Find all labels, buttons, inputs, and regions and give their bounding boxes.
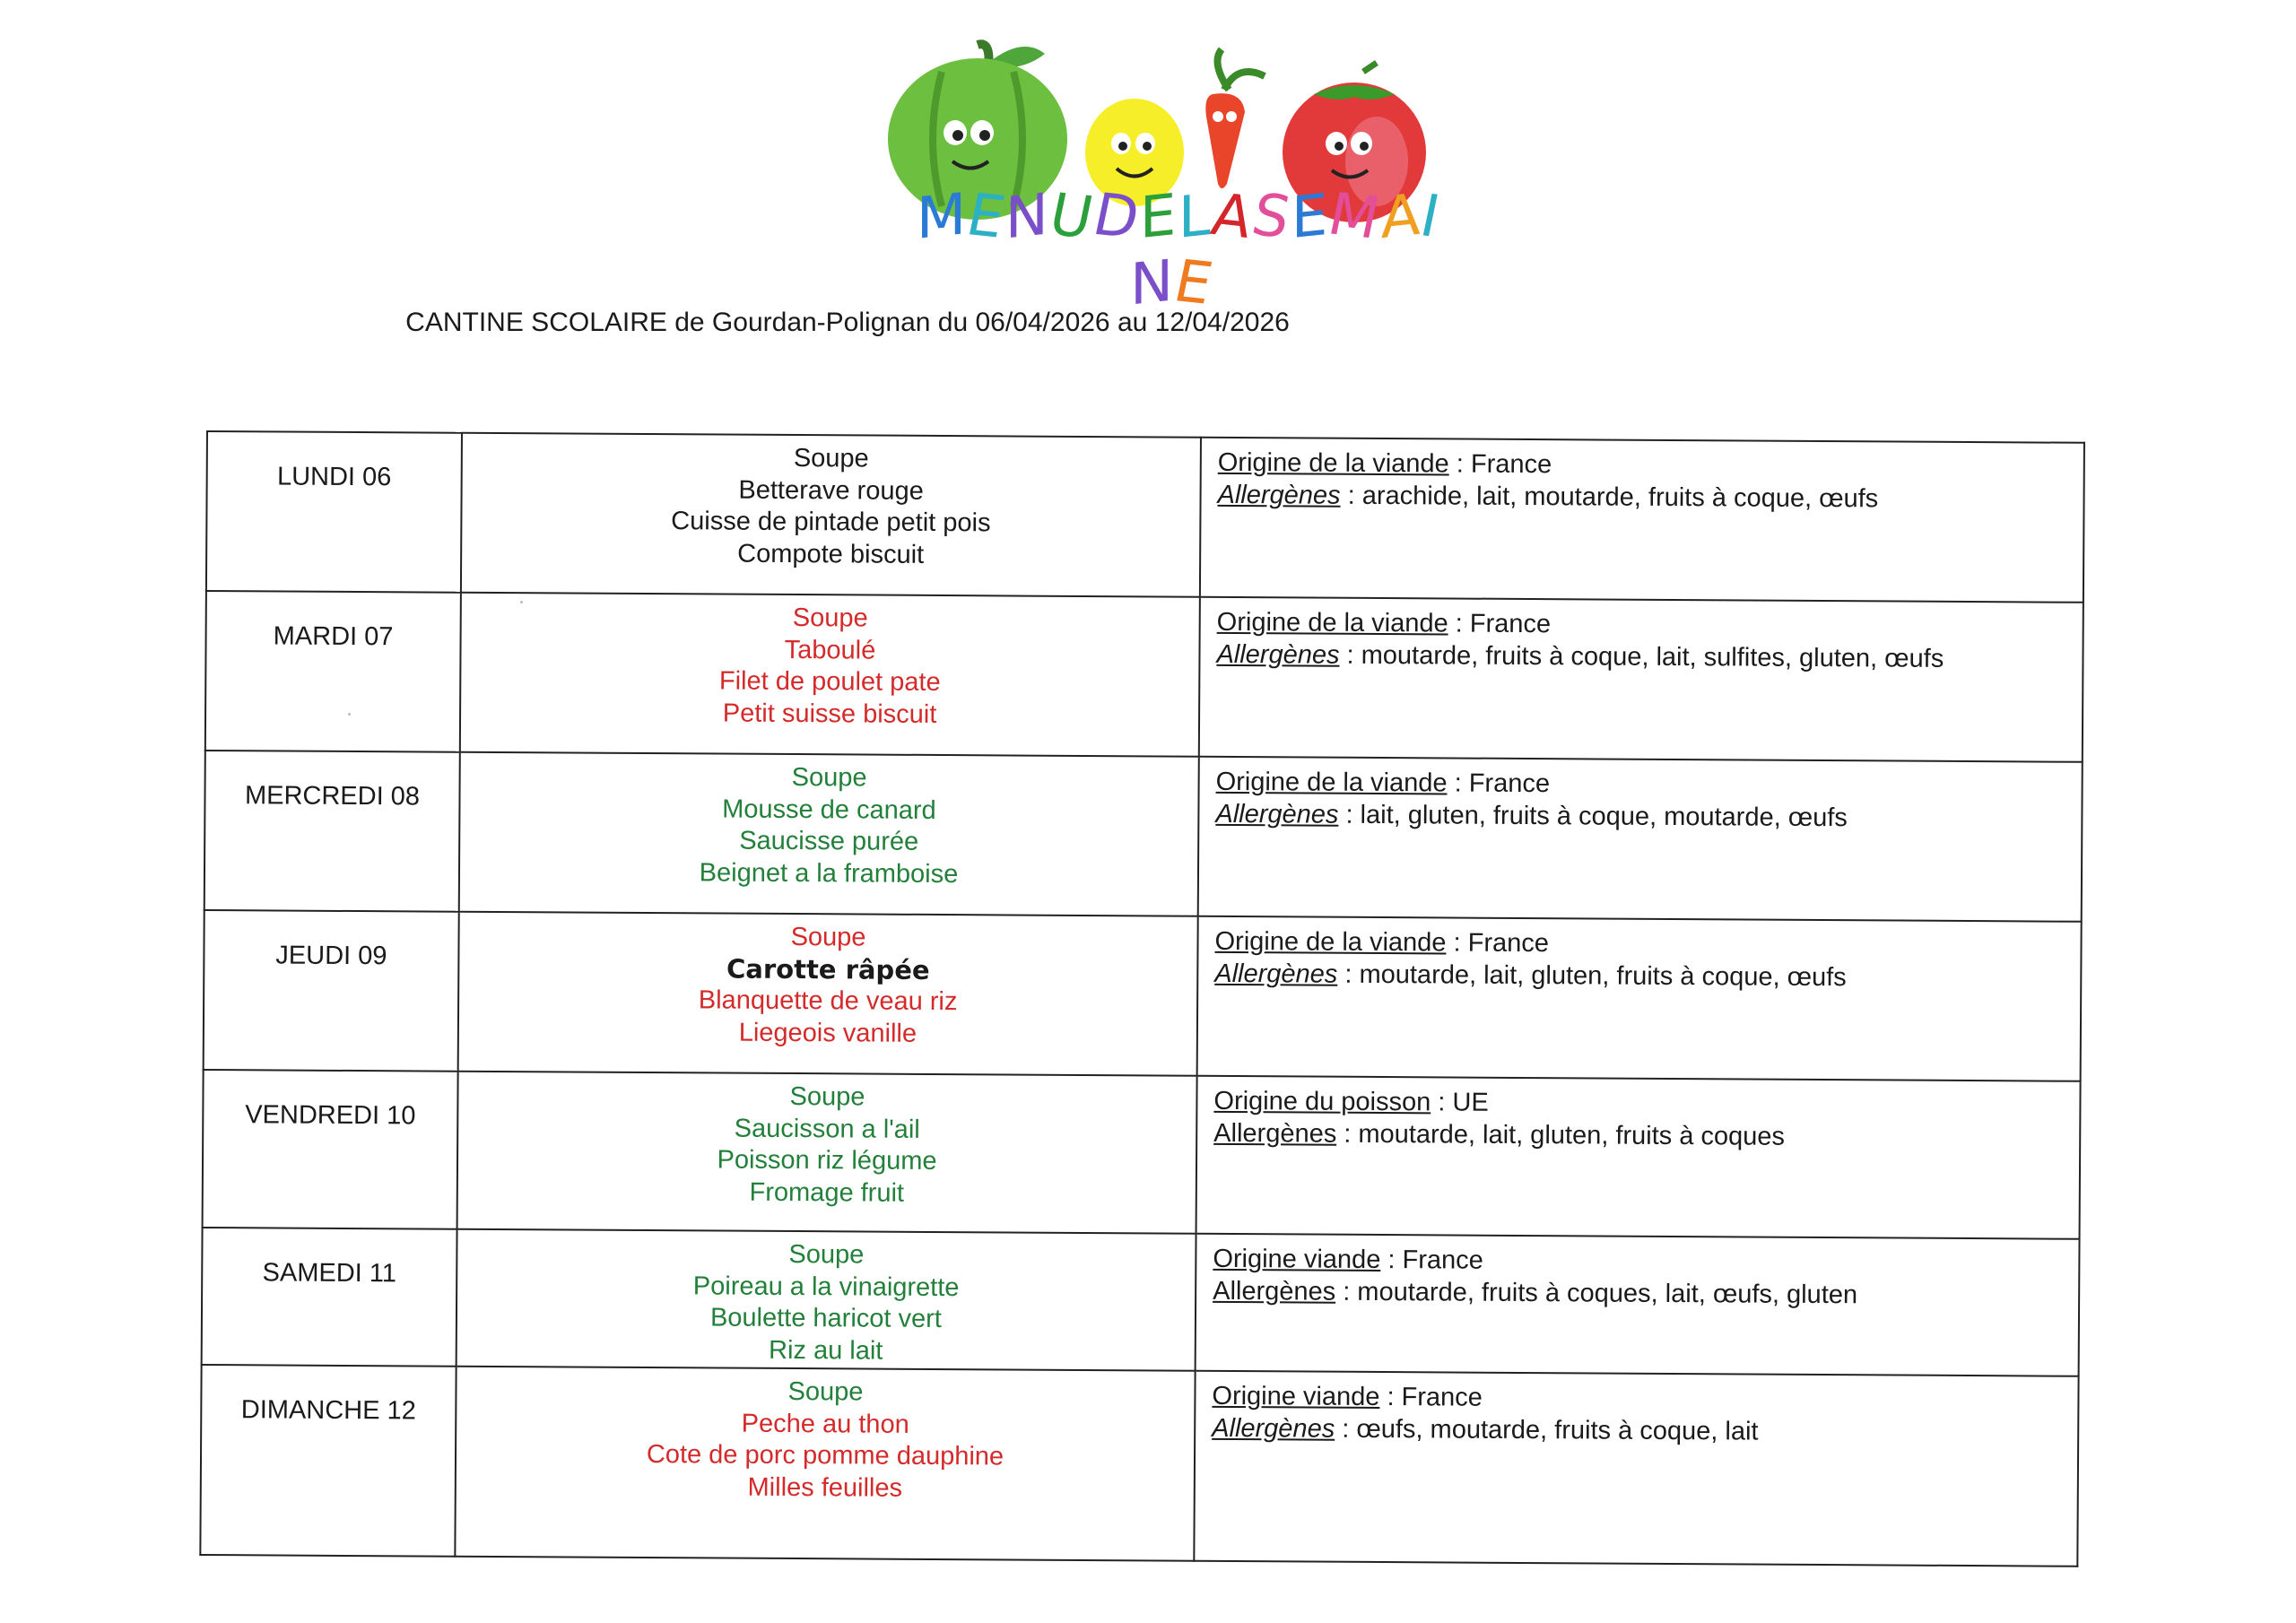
menu-item: Blanquette de veau riz	[698, 985, 958, 1017]
origin-line	[1212, 1381, 2077, 1418]
menu-item: Poireau a la vinaigrette	[692, 1271, 960, 1302]
menu-item: Boulette haricot vert	[709, 1303, 943, 1334]
menu-item: Taboulé	[784, 635, 876, 665]
allergen-line	[1213, 1275, 2078, 1312]
allergen-value: : moutarde, lait, gluten, fruits à coque, œufs	[1337, 959, 1847, 992]
menu-item: Milles feuilles	[747, 1472, 903, 1503]
menu-item: Soupe	[790, 922, 866, 952]
scan-speck	[348, 713, 351, 716]
origin-line	[1214, 926, 2080, 963]
menu-row	[204, 751, 2083, 922]
allergen-label: Allergènes	[1213, 1118, 1337, 1149]
origin-label: Origine de la viande	[1217, 447, 1449, 479]
allergen-line	[1216, 638, 2082, 675]
menu-items	[457, 1229, 1196, 1371]
origin-value: : France	[1447, 768, 1551, 799]
origin-value: : France	[1448, 609, 1552, 639]
menu-item: Fromage fruit	[749, 1177, 905, 1208]
origin-line	[1218, 447, 2083, 484]
weekly-menu-table	[199, 430, 2085, 1567]
origin-allergens	[1199, 597, 2083, 762]
day-label: VENDREDI 10	[203, 1070, 458, 1229]
menu-item: Liegeois vanille	[738, 1018, 918, 1048]
menu-item: Peche au thon	[741, 1409, 909, 1439]
allergen-value: : moutarde, fruits à coque, lait, sulfites, gluten, œufs	[1339, 640, 1944, 673]
origin-allergens	[1196, 1076, 2081, 1239]
menu-item: Soupe	[789, 1081, 865, 1112]
menu-item: Soupe	[787, 1376, 864, 1407]
logo-letter: M	[916, 181, 969, 253]
menu-item: Compote biscuit	[737, 539, 925, 569]
origin-value: : France	[1380, 1245, 1483, 1275]
menu-item: Soupe	[788, 1239, 865, 1270]
day-label: JEUDI 09	[204, 910, 459, 1072]
allergen-label: Allergènes	[1212, 1413, 1335, 1444]
menu-item: Petit suisse biscuit	[722, 699, 937, 729]
menu-items	[455, 1367, 1195, 1561]
origin-value: : UE	[1431, 1088, 1489, 1117]
day-label: SAMEDI 11	[202, 1228, 457, 1367]
origin-value: : France	[1446, 928, 1550, 959]
allergen-label: Allergènes	[1215, 799, 1339, 829]
logo-title	[906, 181, 1448, 319]
menu-item: Cuisse de pintade petit pois	[671, 507, 991, 538]
menu-item: Cote de porc pomme dauphine	[646, 1440, 1004, 1471]
logo-letter: N	[1129, 247, 1175, 319]
origin-line	[1216, 767, 2082, 803]
menu-items	[457, 1072, 1197, 1234]
origin-allergens	[1197, 916, 2082, 1081]
day-label: MARDI 07	[205, 591, 461, 752]
carrot-icon	[1205, 49, 1265, 188]
allergen-value: : œufs, moutarde, fruits à coque, lait	[1335, 1414, 1759, 1446]
allergen-label: Allergènes	[1217, 480, 1341, 510]
origin-label: Origine de la viande	[1216, 607, 1448, 638]
logo-letter: S	[1246, 181, 1299, 253]
menu-row	[202, 1228, 2080, 1376]
menu-item: Poisson riz légume	[717, 1145, 937, 1176]
origin-allergens	[1196, 1234, 2080, 1376]
menu-items	[461, 433, 1201, 597]
menu-item: Riz au lait	[768, 1335, 883, 1366]
origin-allergens	[1198, 757, 2083, 922]
menu-items	[460, 593, 1200, 757]
menu-row	[203, 1070, 2081, 1239]
allergen-label: Allergènes	[1216, 639, 1340, 670]
logo-letter: M	[1322, 181, 1387, 253]
origin-value: : France	[1379, 1383, 1483, 1412]
menu-row	[200, 1365, 2078, 1567]
scan-speck	[520, 601, 523, 603]
allergen-label: Allergènes	[1214, 959, 1338, 989]
menu-row	[205, 591, 2083, 762]
allergen-label: Allergènes	[1213, 1276, 1336, 1306]
allergen-line	[1212, 1412, 2077, 1449]
menu-item: Filet de poulet pate	[718, 666, 941, 698]
day-label: LUNDI 06	[206, 431, 462, 593]
menu-items	[459, 752, 1199, 916]
menu-items	[458, 912, 1198, 1076]
logo-letter: I	[1414, 183, 1448, 251]
logo-letter: N	[1005, 181, 1051, 253]
menu-item: Beignet a la framboise	[699, 857, 959, 889]
logo-letter: E	[1140, 181, 1178, 253]
menu-item: Saucisson a l'ail	[734, 1114, 920, 1144]
menu-item: Saucisse purée	[739, 826, 919, 856]
allergen-value: : lait, gluten, fruits à coque, moutarde, œufs	[1338, 800, 1848, 832]
origin-value: : France	[1448, 449, 1552, 480]
origin-label: Origine de la viande	[1215, 767, 1448, 798]
menu-item: Soupe	[791, 762, 867, 793]
menu-item: Soupe	[792, 603, 868, 633]
logo-letter: A	[1205, 181, 1260, 253]
menu-row	[206, 431, 2084, 603]
logo-letter: D	[1087, 181, 1147, 253]
origin-label: Origine du poisson	[1213, 1086, 1431, 1117]
origin-allergens	[1194, 1371, 2078, 1567]
logo-letter: A	[1380, 181, 1422, 253]
menu-item: Betterave rouge	[738, 475, 924, 506]
logo-letter: E	[1291, 181, 1330, 253]
origin-label: Origine de la viande	[1214, 926, 1447, 958]
logo-letter: E	[961, 181, 1013, 253]
day-label: MERCREDI 08	[204, 751, 460, 912]
menu-item: Soupe	[793, 444, 869, 473]
allergen-line	[1215, 798, 2081, 835]
allergen-value: : moutarde, lait, gluten, fruits à coques	[1336, 1119, 1786, 1151]
origin-line	[1213, 1086, 2079, 1123]
allergen-line	[1217, 479, 2083, 516]
logo-letter: L	[1178, 182, 1213, 252]
logo-letter: E	[1168, 247, 1220, 319]
logo-letter: U	[1043, 181, 1101, 253]
origin-label: Origine viande	[1213, 1244, 1381, 1275]
origin-allergens	[1200, 438, 2084, 603]
allergen-line	[1213, 1117, 2079, 1154]
menu-row	[204, 910, 2082, 1081]
allergen-line	[1214, 958, 2080, 994]
origin-line	[1213, 1244, 2078, 1280]
allergen-value: : moutarde, fruits à coques, lait, œufs, gluten	[1335, 1277, 1858, 1309]
origin-label: Origine viande	[1212, 1381, 1380, 1412]
allergen-value: : arachide, lait, moutarde, fruits à coque, œufs	[1340, 481, 1879, 513]
document-title: CANTINE SCOLAIRE de Gourdan-Polignan du 06/04/2026 au 12/04/2026	[405, 308, 1290, 337]
origin-line	[1217, 607, 2083, 644]
menu-item: Carotte râpée	[726, 953, 930, 985]
menu-item: Mousse de canard	[722, 794, 936, 825]
day-label: DIMANCHE 12	[200, 1365, 456, 1557]
